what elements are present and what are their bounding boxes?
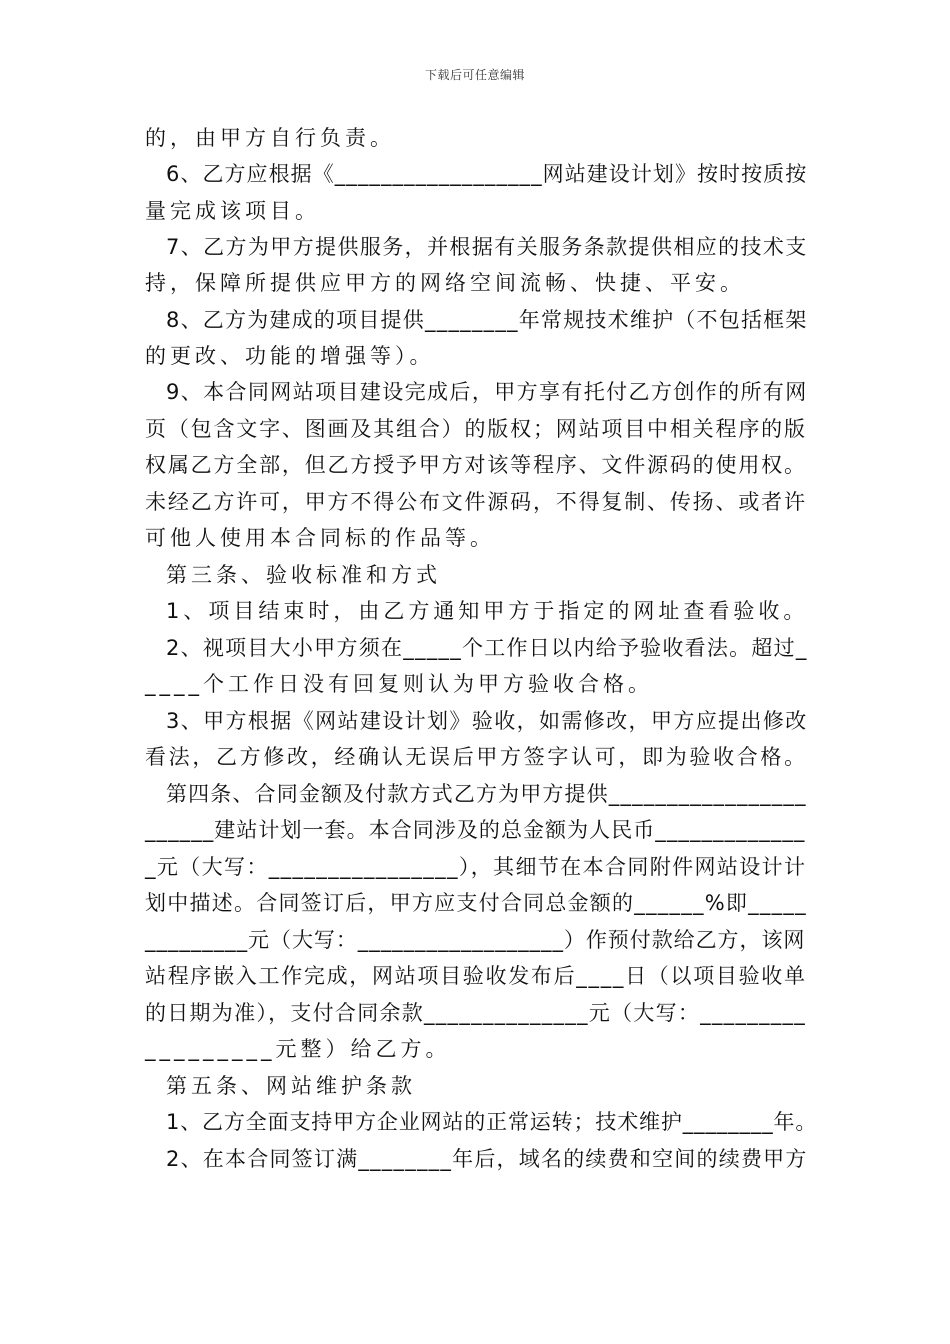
section-heading: 第四条、合同金额及付款方式乙方为甲方提供_________________ [166, 782, 807, 806]
text-line: 权属乙方全部，但乙方授予甲方对该等程序、文件源码的使用权。 [145, 453, 807, 477]
text-line: 的日期为准），支付合同余款______________元（大写：_________ [145, 1001, 807, 1025]
text-line: ______建站计划一套。本合同涉及的总金额为人民币_____________ [145, 818, 806, 842]
text-line: 可他人使用本合同标的作品等。 [145, 526, 495, 550]
text-line: 看法，乙方修改，经确认无误后甲方签字认可，即为验收合格。 [145, 745, 808, 769]
text-line: _________元整）给乙方。 [145, 1037, 451, 1061]
text-line: 站程序嵌入工作完成，网站项目验收发布后____日（以项目验收单 [145, 964, 807, 988]
section-heading: 第五条、网站维护条款 [166, 1074, 416, 1098]
text-line: 6、乙方应根据《__________________网站建设计划》按时按质按 [166, 162, 808, 186]
text-line: 9、本合同网站项目建设完成后，甲方享有托付乙方创作的所有网 [166, 380, 808, 404]
section-heading: 第三条、验收标准和方式 [166, 563, 441, 587]
text-line: 未经乙方许可，甲方不得公布文件源码，不得复制、传扬、或者许 [145, 490, 807, 514]
page-header: 下载后可任意编辑 [424, 68, 525, 82]
text-line: ____个工作日没有回复则认为甲方验收合格。 [145, 672, 653, 696]
text-line: _________元（大写：__________________）作预付款给乙方，该网 [145, 928, 806, 952]
text-line: 2、视项目大小甲方须在_____个工作日以内给予验收看法。超过_ [166, 636, 808, 660]
text-line: 的，由甲方自行负责。 [145, 126, 395, 150]
text-line: _元（大写：________________），其细节在本合同附件网站设计计 [145, 855, 807, 879]
text-line: 3、甲方根据《网站建设计划》验收，如需修改，甲方应提出修改 [166, 709, 808, 733]
text-line: 7、乙方为甲方提供服务，并根据有关服务条款提供相应的技术支 [166, 235, 808, 259]
text-line: 1、乙方全面支持甲方企业网站的正常运转；技术维护________年。 [166, 1110, 818, 1134]
text-line: 划中描述。合同签订后，甲方应支付合同总金额的______%即_____ [145, 891, 807, 915]
text-line: 的更改、功能的增强等）。 [145, 344, 435, 368]
text-line: 1、项目结束时，由乙方通知甲方于指定的网址查看验收。 [166, 599, 809, 623]
text-line: 2、在本合同签订满________年后，域名的续费和空间的续费甲方 [166, 1147, 808, 1171]
text-line: 持，保障所提供应甲方的网络空间流畅、快捷、平安。 [145, 271, 745, 295]
text-line: 量完成该项目。 [145, 199, 320, 223]
text-line: 8、乙方为建成的项目提供________年常规技术维护（不包括框架 [166, 308, 808, 332]
text-line: 页（包含文字、图画及其组合）的版权；网站项目中相关程序的版 [145, 417, 807, 441]
